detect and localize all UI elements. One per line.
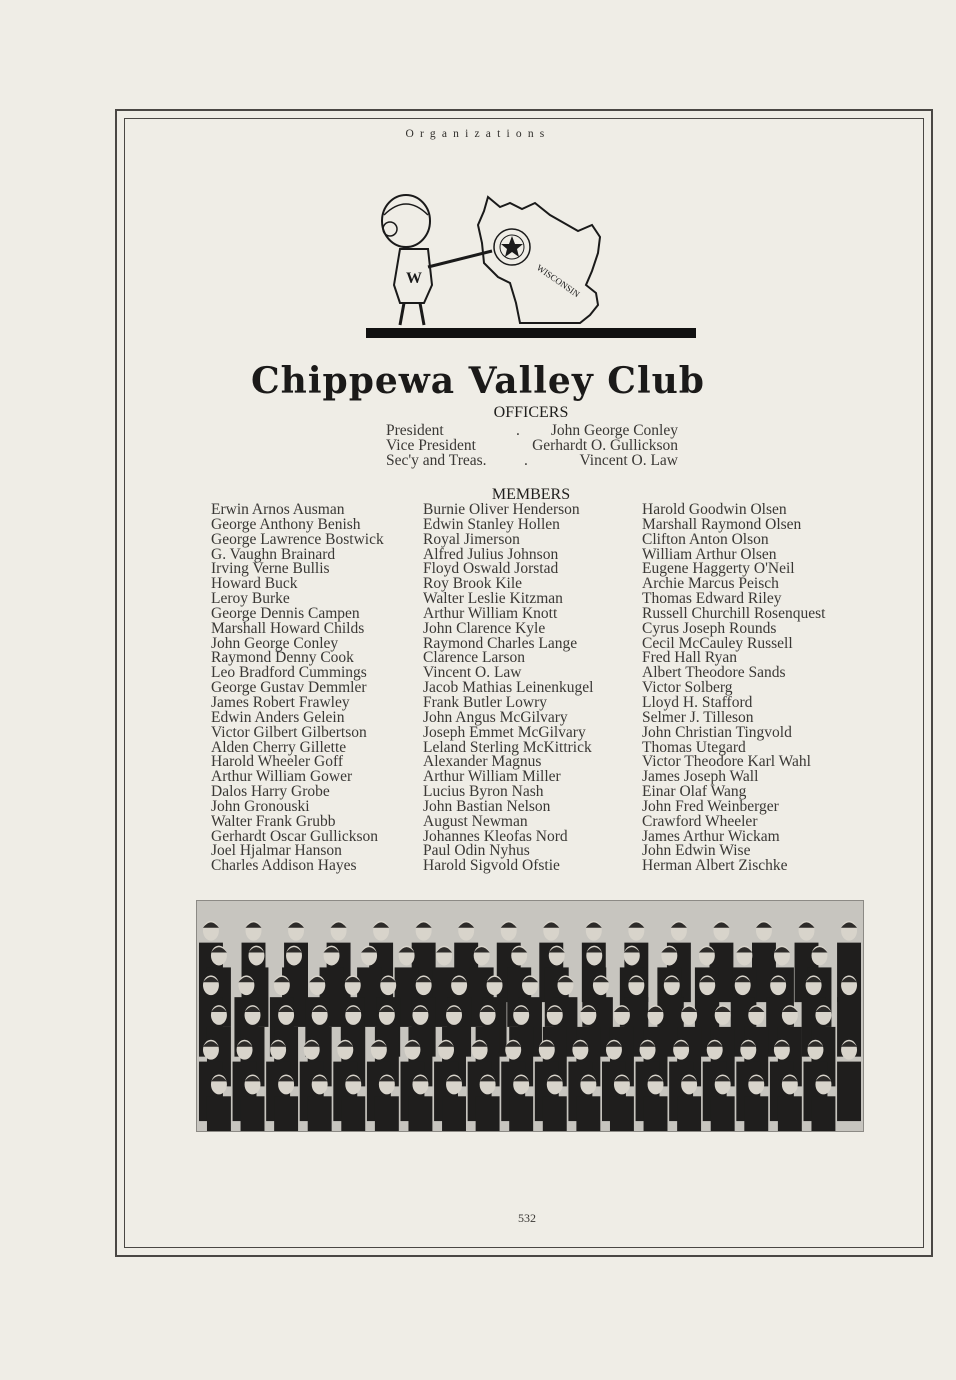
member-name: Alden Cherry Gillette [211,738,347,756]
member-name: Herman Albert Zischke [642,857,788,875]
member-name: Roy Brook Kile [423,575,523,593]
member-name: Jacob Mathias Leinenkugel [423,679,594,697]
member-name: Harold Goodwin Olsen [642,501,787,518]
member-name: Arthur William Miller [423,768,561,786]
member-name: Eugene Haggerty O'Neil [642,560,795,578]
member-name: Howard Buck [211,575,298,593]
member-name: Clifton Anton Olson [642,530,769,548]
member-name: George Lawrence Bostwick [211,530,384,548]
member-name: Russell Churchill Rosenquest [642,604,826,622]
member-name: William Arthur Olsen [642,545,777,563]
member-name: Harold Wheeler Goff [211,753,343,771]
members-column-1 [211,503,384,874]
officer-row [386,423,678,438]
member-name: John Gronouski [211,797,310,815]
club-emblem-illustration [360,185,700,345]
member-name: Crawford Wheeler [642,812,758,830]
member-name: Raymond Charles Lange [423,634,578,652]
group-photo [196,900,864,1132]
member-name: Alexander Magnus [423,753,542,771]
officer-role: Sec'y and Treas. [386,452,487,469]
officer-name: John George Conley [550,422,678,439]
member-name: Paul Odin Nyhus [423,842,530,860]
officer-name: Gerhardt O. Gullickson [532,437,678,454]
member-name: Clarence Larson [423,649,525,667]
members-heading: MEMBERS [491,486,571,503]
section-header: Organizations [405,128,551,140]
member-name: Walter Leslie Kitzman [423,590,563,608]
member-name: Marshall Raymond Olsen [642,515,802,533]
officer-row [386,453,678,468]
member-name: Gerhardt Oscar Gullickson [211,827,379,845]
member-name: George Gustav Demmler [211,679,367,697]
member-name: Frank Butler Lowry [423,693,547,711]
member-name: Archie Marcus Peisch [642,575,779,593]
member-name: Joel Hjalmar Hanson [211,842,342,860]
member-name: Johannes Kleofas Nord [423,827,568,845]
member-name: James Robert Frawley [211,693,350,711]
member-name: Edwin Stanley Hollen [423,515,560,533]
member-name: Royal Jimerson [423,530,520,548]
members-column-2 [423,503,593,874]
member-name: James Arthur Wickam [642,827,780,845]
member-name: Leroy Burke [211,590,290,608]
member-name: Thomas Utegard [642,738,746,756]
member-name: John Bastian Nelson [423,797,551,815]
member-name: Harold Sigvold Ofstie [423,857,560,875]
member-name: John Edwin Wise [642,842,751,860]
officers-list [386,423,678,468]
member-name: Charles Addison Hayes [211,857,357,875]
officers-heading: OFFICERS [493,404,569,421]
member-name: Marshall Howard Childs [211,619,365,637]
member-name: G. Vaughn Brainard [211,545,336,563]
member-name: Victor Gilbert Gilbertson [211,723,367,741]
member-name: Cyrus Joseph Rounds [642,619,777,637]
member-name: Victor Solberg [642,679,733,697]
club-title: Chippewa Valley Club [251,360,705,402]
member-name: Arthur William Gower [211,768,353,786]
member-name: Cecil McCauley Russell [642,634,793,652]
leader-dot: . [524,452,528,469]
member-name: George Anthony Benish [211,515,361,533]
jersey-letter: W [406,270,422,287]
member-name: Leo Bradford Cummings [211,664,367,682]
member-name: Albert Theodore Sands [642,664,786,682]
officer-role: Vice President [386,437,476,454]
member-name: John Clarence Kyle [423,619,546,637]
member-name: Dalos Harry Grobe [211,783,330,801]
member-name: John George Conley [211,634,339,652]
members-column-3 [642,503,825,874]
member-name: Thomas Edward Riley [642,590,782,608]
member-name: Lucius Byron Nash [423,783,544,801]
member-name: Burnie Oliver Henderson [423,501,580,518]
member-name: Edwin Anders Gelein [211,708,345,726]
member-name: Vincent O. Law [423,664,522,682]
member-name: Lloyd H. Stafford [642,693,753,711]
member-name: Einar Olaf Wang [642,783,747,801]
leader-dot: . [516,422,520,439]
member-name: Victor Theodore Karl Wahl [642,753,811,771]
member-name: August Newman [423,812,528,830]
page-number: 532 [518,1211,536,1225]
member-name: John Angus McGilvary [423,708,568,726]
member-name: Walter Frank Grubb [211,812,336,830]
member-name: Selmer J. Tilleson [642,708,754,726]
member-name: Raymond Denny Cook [211,649,354,667]
member-name: George Dennis Campen [211,604,360,622]
member-name: Alfred Julius Johnson [423,545,559,563]
member-name: Fred Hall Ryan [642,649,737,667]
member-name: Arthur William Knott [423,604,558,622]
member-name: Floyd Oswald Jorstad [423,560,559,578]
member-name: John Fred Weinberger [642,797,779,815]
officer-row [386,438,678,453]
member-name: Joseph Emmet McGilvary [423,723,586,741]
member-name: James Joseph Wall [642,768,759,786]
member-name: Leland Sterling McKittrick [423,738,592,756]
member-name: Erwin Arnos Ausman [211,501,345,518]
member-name: Irving Verne Bullis [211,560,330,578]
officer-role: President [386,422,444,439]
wisconsin-label: WISCONSIN [534,262,582,300]
member-name: John Christian Tingvold [642,723,792,741]
officer-name: Vincent O. Law [579,452,678,469]
